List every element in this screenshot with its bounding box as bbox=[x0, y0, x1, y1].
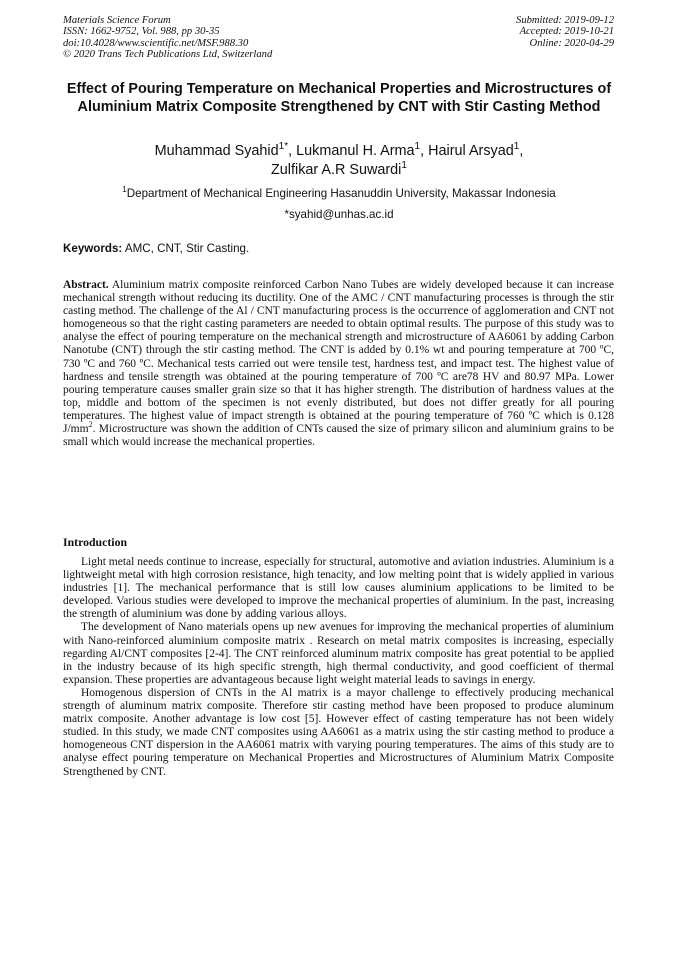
paragraph: The development of Nano materials opens up new avenues for improving the mechanical properties of aluminium with Nano-reinforced aluminium composite matrix . Research on metal matrix composites is increasing, especially regarding Al/CNT composites [2-4]. The CNT reinforced aluminum matrix composite has great potential to be applied in the industry because of its high specific strength, high thermal conductivity, and good coefficient of thermal expansion. These properties are advantageous because light weight material leads to savings in energy. bbox=[63, 621, 614, 686]
abstract-text: Aluminium matrix composite reinforced Carbon Nano Tubes are widely developed because it can increase mechanical strength without reducing its ductility. One of the AMC / CNT manufacturing processes is through the stir casting method. The challenge of the Al / CNT manufacturing process is the occurrence of agglomeration and CNT not homogeneous so that the right casting parameters are needed to obtain optimal results. The purpose of this study was to analyse the effect of pouring temperature on the mechanical strength and microstructure of AA6061 by adding Carbon Nanotube (CNT) through the stir casting method. The CNT is added by 0.1% wt and pouring temperature at 700 ºC, 730 ºC and 760 ºC. Mechanical tests carried out were tensile test, hardness test, and impact test. The highest value of hardness and tensile strength was obtained at the pouring temperature of 700 ºC are78 HV and 80.97 MPa. Lower pouring temperature causes smaller grain size so that it has higher strength. The distribution of hardness values at the top, middle and bottom of the specimen is not evenly distributed, but does not differ greatly for all pouring temperatures. The highest value of impact strength is obtained at the pouring temperature of 760 ºC which is 0.128 J/mm bbox=[63, 279, 614, 436]
journal-name: Materials Science Forum bbox=[63, 15, 171, 26]
abstract-text-end: . Microstructure was shown the addition of CNTs caused the size of primary silicon and aluminium grains to be small which would increase the mechanical properties. bbox=[63, 423, 614, 449]
paragraph: Light metal needs continue to increase, especially for structural, automotive and aviation industries. Aluminium is a lightweight metal with high corrosion resistance, high tenacity, and low melting point that is widely applied in various industries [1]. The mechanical performance that is still low causes aluminium applications to be limited to be developed. Various studies were developed to improve the mechanical properties of aluminium. In the past, increasing the strength of aluminium was done by adding various alloys. bbox=[63, 556, 614, 621]
author-list: Muhammad Syahid$^{1*}$, Lukmanul H. Arma$^1$, Hairul Arsyad$^1$, Zulfikar A.R Suwardi$^1$ bbox=[154, 141, 524, 178]
online-date: Online: 2020-04-29 bbox=[529, 37, 614, 49]
author-affil-mark: 1 bbox=[513, 141, 520, 153]
paragraph: Homogenous dispersion of CNTs in the Al matrix is a mayor challenge to effectively producing mechanical strength of aluminum matrix composite. Therefore stir casting method have been proposed to produce aluminum matrix composite. Another advantage is low cost [5]. However effect of casting temperature has not been widely studied. In this study, we made CNT composites using AA6061 as a matrix using the stir casting method to produce a homogeneous CNT dispersion in the AA6061 matrix with varying pouring temperatures. The aims of this study are to analyse effect pouring temperature on Mechanical Properties and Microstructures of Aluminium Matrix Composite Strengthened by CNT. bbox=[63, 686, 614, 778]
journal-dates-right bbox=[516, 15, 614, 49]
author-name: Zulfikar A.R Suwardi bbox=[271, 162, 402, 178]
author-name: Hairul Arsyad bbox=[428, 143, 514, 159]
affiliation-text: Department of Mechanical Engineering Hasanuddin University, Makassar Indonesia bbox=[126, 187, 556, 200]
submitted-date: Submitted: 2019-09-12 bbox=[516, 15, 614, 26]
abstract-label: Abstract. bbox=[63, 279, 109, 291]
doi-link[interactable]: doi:10.4028/www.scientific.net/MSF.988.30 bbox=[63, 37, 249, 49]
author-affil-mark: 1 bbox=[414, 141, 421, 153]
author-affil-mark: 1* bbox=[278, 141, 289, 153]
affiliation bbox=[40, 187, 638, 201]
journal-info-left bbox=[63, 15, 272, 61]
author-affil-mark: 1 bbox=[401, 160, 407, 172]
section-heading-introduction: Introduction bbox=[63, 535, 128, 549]
accepted-date: Accepted: 2019-10-21 bbox=[519, 26, 614, 38]
keywords-label: Keywords: bbox=[63, 242, 123, 255]
copyright: © 2020 Trans Tech Publications Ltd, Switzerland bbox=[63, 49, 273, 61]
affiliation-mark: 1 bbox=[122, 185, 127, 195]
keywords-text: AMC, CNT, Stir Casting. bbox=[124, 242, 250, 255]
abstract-unit-sup: 2 bbox=[88, 420, 93, 430]
abstract bbox=[63, 279, 614, 449]
paper-title: Effect of Pouring Temperature on Mechanical Properties and Microstructures of Aluminium Matrix Composite Strengthened by CNT with Stir Casting Method bbox=[66, 81, 612, 115]
introduction-body bbox=[63, 556, 614, 779]
author-name: Lukmanul H. Arma bbox=[296, 143, 415, 159]
author-name: Muhammad Syahid bbox=[154, 143, 279, 159]
corresponding-email[interactable]: *syahid@unhas.ac.id bbox=[284, 208, 394, 221]
keywords bbox=[63, 242, 249, 256]
issn-volume: ISSN: 1662-9752, Vol. 988, pp 30-35 bbox=[63, 26, 220, 38]
